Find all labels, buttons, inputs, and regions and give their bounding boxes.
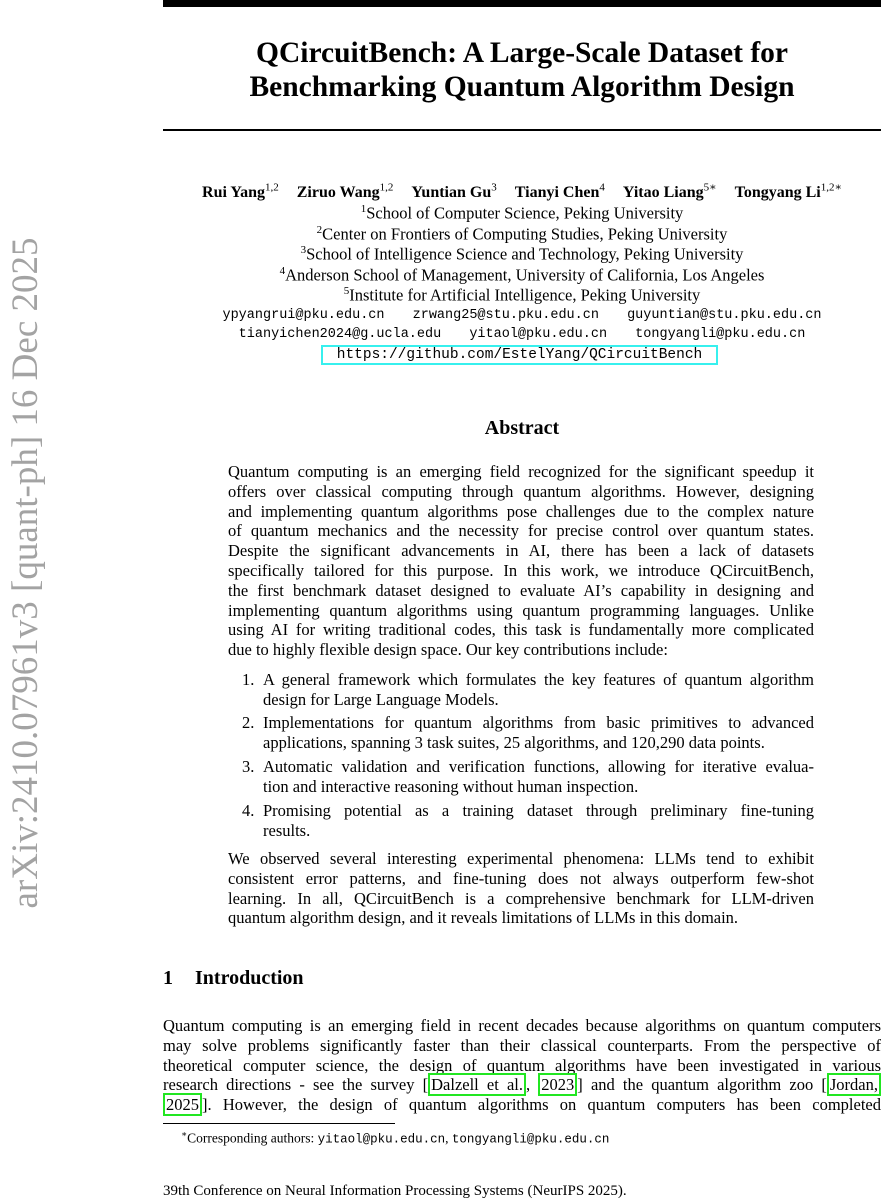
list-number: 4. xyxy=(242,801,255,820)
abstract-line: the first benchmark dataset designed to evaluate AI’s capability in designing and xyxy=(228,580,814,600)
abstract-line: using AI for writing traditional codes, this task is fundamentally more complicated xyxy=(228,620,814,640)
list-line: tion and interactive reasoning without human inspection. xyxy=(263,776,639,796)
author: Yitao Liang$^{5∗}$ xyxy=(622,182,717,202)
email-link[interactable]: zrwang25@stu.pku.edu.cn xyxy=(412,308,599,323)
affiliation: $^1$School of Computer Science, Peking University xyxy=(360,203,684,223)
abstract-body xyxy=(228,462,814,660)
email-row xyxy=(163,308,881,323)
email-link[interactable]: ypyangrui@pku.edu.cn xyxy=(222,308,385,323)
intro-line: theoretical computer science, the design of quantum algorithms have been investigated in various xyxy=(163,1055,881,1075)
abstract-line: We observed several interesting experimental phenomena: LLMs tend to exhibit xyxy=(228,849,814,868)
email-link[interactable]: tongyangli@pku.edu.cn xyxy=(451,1132,610,1147)
abstract-line: specifically tailored for this purpose. In this work, we introduce QCircuitBench, xyxy=(228,560,814,580)
section-number: 1 xyxy=(163,967,173,989)
list-line: Promising potential as a training dataset through preliminary fine-tuning xyxy=(263,801,814,820)
abstract-closing xyxy=(228,849,814,928)
affiliation: $^5$Institute for Artificial Intelligence, Peking University xyxy=(343,285,701,305)
abstract-heading: Abstract xyxy=(484,417,560,439)
list-number: 2. xyxy=(242,713,255,732)
affiliation: $^4$Anderson School of Management, University of California, Los Angeles xyxy=(279,265,765,285)
title-bottom-rule xyxy=(163,129,881,131)
email-link[interactable]: tianyichen2024@g.ucla.edu xyxy=(238,327,442,342)
title-line-1: QCircuitBench: A Large-Scale Dataset for xyxy=(256,37,788,69)
abstract-line: consistent error patterns, and fine-tuning does not always outperform few-shot xyxy=(228,868,814,888)
github-link[interactable]: https://github.com/EstelYang/QCircuitBench xyxy=(321,345,718,365)
email-row xyxy=(163,327,881,342)
email-link[interactable]: tongyangli@pku.edu.cn xyxy=(635,327,806,342)
abstract-line: and implementing quantum algorithms pose challenges due to the complex nature xyxy=(228,501,814,521)
citation-year-link[interactable]: 2025 xyxy=(163,1093,202,1116)
section-heading xyxy=(163,967,304,990)
citation-link[interactable]: Dalzell et al. xyxy=(428,1073,526,1096)
citation-link[interactable]: Jordan, xyxy=(827,1073,881,1096)
author: Ziruo Wang$^{1,2}$ xyxy=(296,182,394,202)
abstract-line: offers over classical computing through quantum algorithms. However, designing xyxy=(228,481,814,501)
author: Tianyi Chen$^4$ xyxy=(514,182,605,202)
list-line: Automatic validation and verification functions, allowing for iterative evalua- xyxy=(263,757,814,776)
affiliation: $^2$Center on Frontiers of Computing Studies, Peking University xyxy=(316,224,728,244)
email-link[interactable]: yitaol@pku.edu.cn xyxy=(317,1132,446,1147)
title-line-2: Benchmarking Quantum Algorithm Design xyxy=(249,71,795,103)
conference-footer: 39th Conference on Neural Information Processing Systems (NeurIPS 2025). xyxy=(163,1183,627,1199)
list-number: 1. xyxy=(242,670,255,689)
affiliation: $^3$School of Intelligence Science and Technology, Peking University xyxy=(300,244,744,264)
list-line: applications, spanning 3 task suites, 25 algorithms, and 120,290 data points. xyxy=(263,732,765,752)
list-number: 3. xyxy=(242,757,255,776)
list-line: design for Large Language Models. xyxy=(263,689,499,709)
abstract-line: Despite the significant advancements in AI, there has been a lack of datasets xyxy=(228,541,814,561)
intro-paragraph xyxy=(163,1016,881,1115)
author: Yuntian Gu$^3$ xyxy=(411,182,497,202)
abstract-line: quantum algorithm design, and it reveals limitations of LLMs in this domain. xyxy=(228,908,739,928)
author: Rui Yang$^{1,2}$ xyxy=(202,182,279,202)
section-title: Introduction xyxy=(195,967,304,989)
author-list xyxy=(163,181,881,202)
abstract-line: of quantum mechanics and the necessity for precise control over quantum states. xyxy=(228,521,814,541)
arxiv-identifier: arXiv:2410.07961v3 [quant-ph] 16 Dec 2025 xyxy=(5,237,46,909)
abstract-line: learning. In all, QCircuitBench is a comprehensive benchmark for LLM-driven xyxy=(228,888,814,908)
paper-title xyxy=(163,36,881,104)
citation-year-link[interactable]: 2023 xyxy=(538,1073,577,1096)
abstract-line: implementing quantum algorithms using quantum programming languages. Unlike xyxy=(228,600,814,620)
email-link[interactable]: yitaol@pku.edu.cn xyxy=(469,327,608,342)
intro-line: may solve problems significantly faster than their classical counterparts. From the perspective of xyxy=(163,1035,881,1055)
list-line: results. xyxy=(263,820,311,840)
footnote: ∗Corresponding authors: yitaol@pku.edu.cn, tongyangli@pku.edu.cn xyxy=(181,1129,610,1147)
list-line: Implementations for quantum algorithms from basic primitives to advanced xyxy=(263,713,814,732)
title-top-rule xyxy=(163,0,881,7)
intro-line: Quantum computing is an emerging field in recent decades because algorithms on quantum computers xyxy=(163,1016,881,1035)
abstract-line: due to highly flexible design space. Our key contributions include: xyxy=(228,640,668,660)
footnote-rule xyxy=(163,1123,395,1124)
list-line: A general framework which formulates the key features of quantum algorithm xyxy=(263,670,814,689)
intro-line: research directions - see the survey [ Dalzell et al. , 2023 ] and the quantum algorithm zoo [ Jordan, xyxy=(163,1075,881,1095)
intro-line: 2025 ]. However, the design of quantum algorithms on quantum computers has been completed xyxy=(163,1095,881,1115)
email-link[interactable]: guyuntian@stu.pku.edu.cn xyxy=(627,308,822,323)
author: Tongyang $Li^{1,2∗}$ xyxy=(734,182,842,202)
abstract-line: Quantum computing is an emerging field recognized for the significant speedup it xyxy=(228,462,814,481)
